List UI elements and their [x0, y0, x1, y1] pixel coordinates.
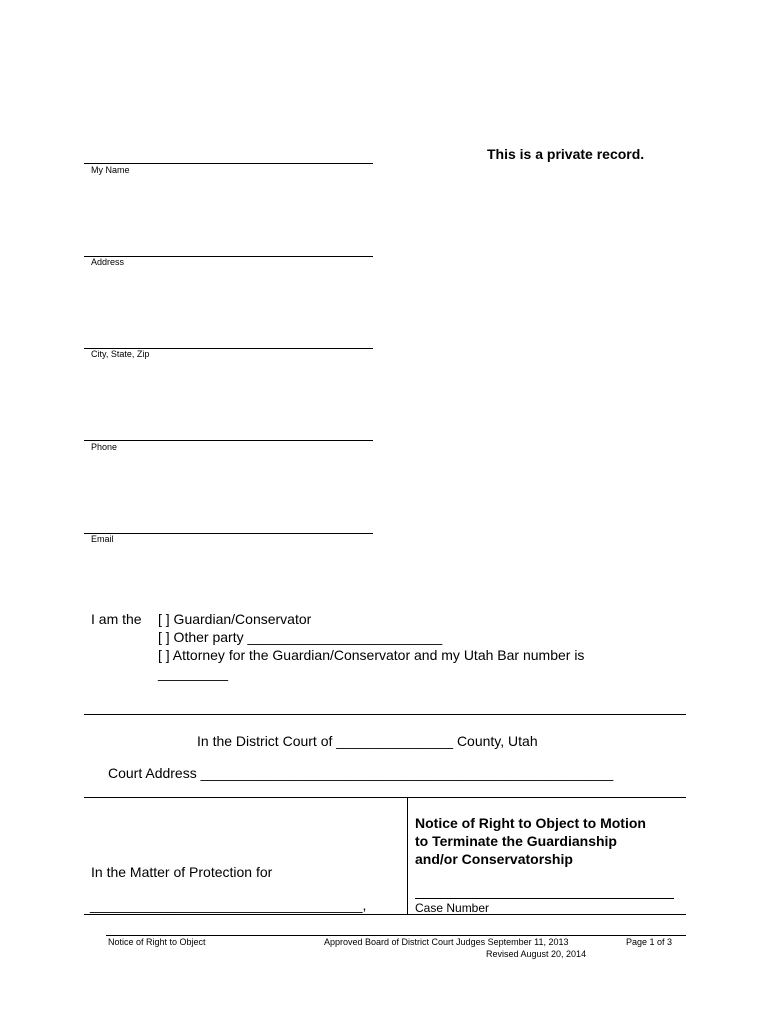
- city-state-zip-label: City, State, Zip: [91, 349, 150, 359]
- bar-number-field[interactable]: _________: [158, 665, 229, 681]
- address-label: Address: [91, 257, 125, 267]
- role-option-attorney[interactable]: [ ] Attorney for the Guardian/Conservator and my Utah Bar number is: [158, 647, 585, 663]
- protected-person-field[interactable]: ___________________________________,: [90, 897, 367, 913]
- court-section-top-rule: [84, 714, 686, 715]
- caption-top-rule: [84, 797, 686, 798]
- caption-bottom-rule: [84, 914, 686, 915]
- district-court-line[interactable]: In the District Court of _______________ County, Utah: [197, 733, 538, 749]
- role-option-guardian[interactable]: [ ] Guardian/Conservator: [158, 611, 312, 627]
- court-address-line[interactable]: Court Address _____________________________________________________: [108, 765, 614, 781]
- case-number-label: Case Number: [415, 901, 490, 915]
- email-label: Email: [91, 534, 114, 544]
- footer-page-number: Page 1 of 3: [626, 937, 673, 947]
- my-name-label: My Name: [91, 165, 130, 175]
- document-title: [415, 814, 685, 868]
- email-field[interactable]: [84, 533, 373, 534]
- document-title-line-2: to Terminate the Guardianship: [415, 833, 617, 849]
- footer-form-name: Notice of Right to Object: [108, 937, 206, 947]
- caption-divider: [407, 797, 408, 915]
- document-title-line-1: Notice of Right to Object to Motion: [415, 815, 646, 831]
- footer-rule: [106, 935, 686, 936]
- private-record-notice: This is a private record.: [487, 146, 645, 162]
- matter-label: In the Matter of Protection for: [91, 864, 273, 880]
- role-option-other-party[interactable]: [ ] Other party _________________________: [158, 629, 443, 645]
- my-name-field[interactable]: [84, 163, 373, 164]
- footer-approval: Approved Board of District Court Judges September 11, 2013: [324, 937, 569, 947]
- phone-field[interactable]: [84, 440, 373, 441]
- case-number-field[interactable]: [415, 898, 674, 899]
- phone-label: Phone: [91, 442, 118, 452]
- role-intro: I am the: [91, 611, 142, 627]
- document-title-line-3: and/or Conservatorship: [415, 851, 573, 867]
- footer-revised: Revised August 20, 2014: [486, 949, 587, 959]
- address-field[interactable]: [84, 256, 373, 257]
